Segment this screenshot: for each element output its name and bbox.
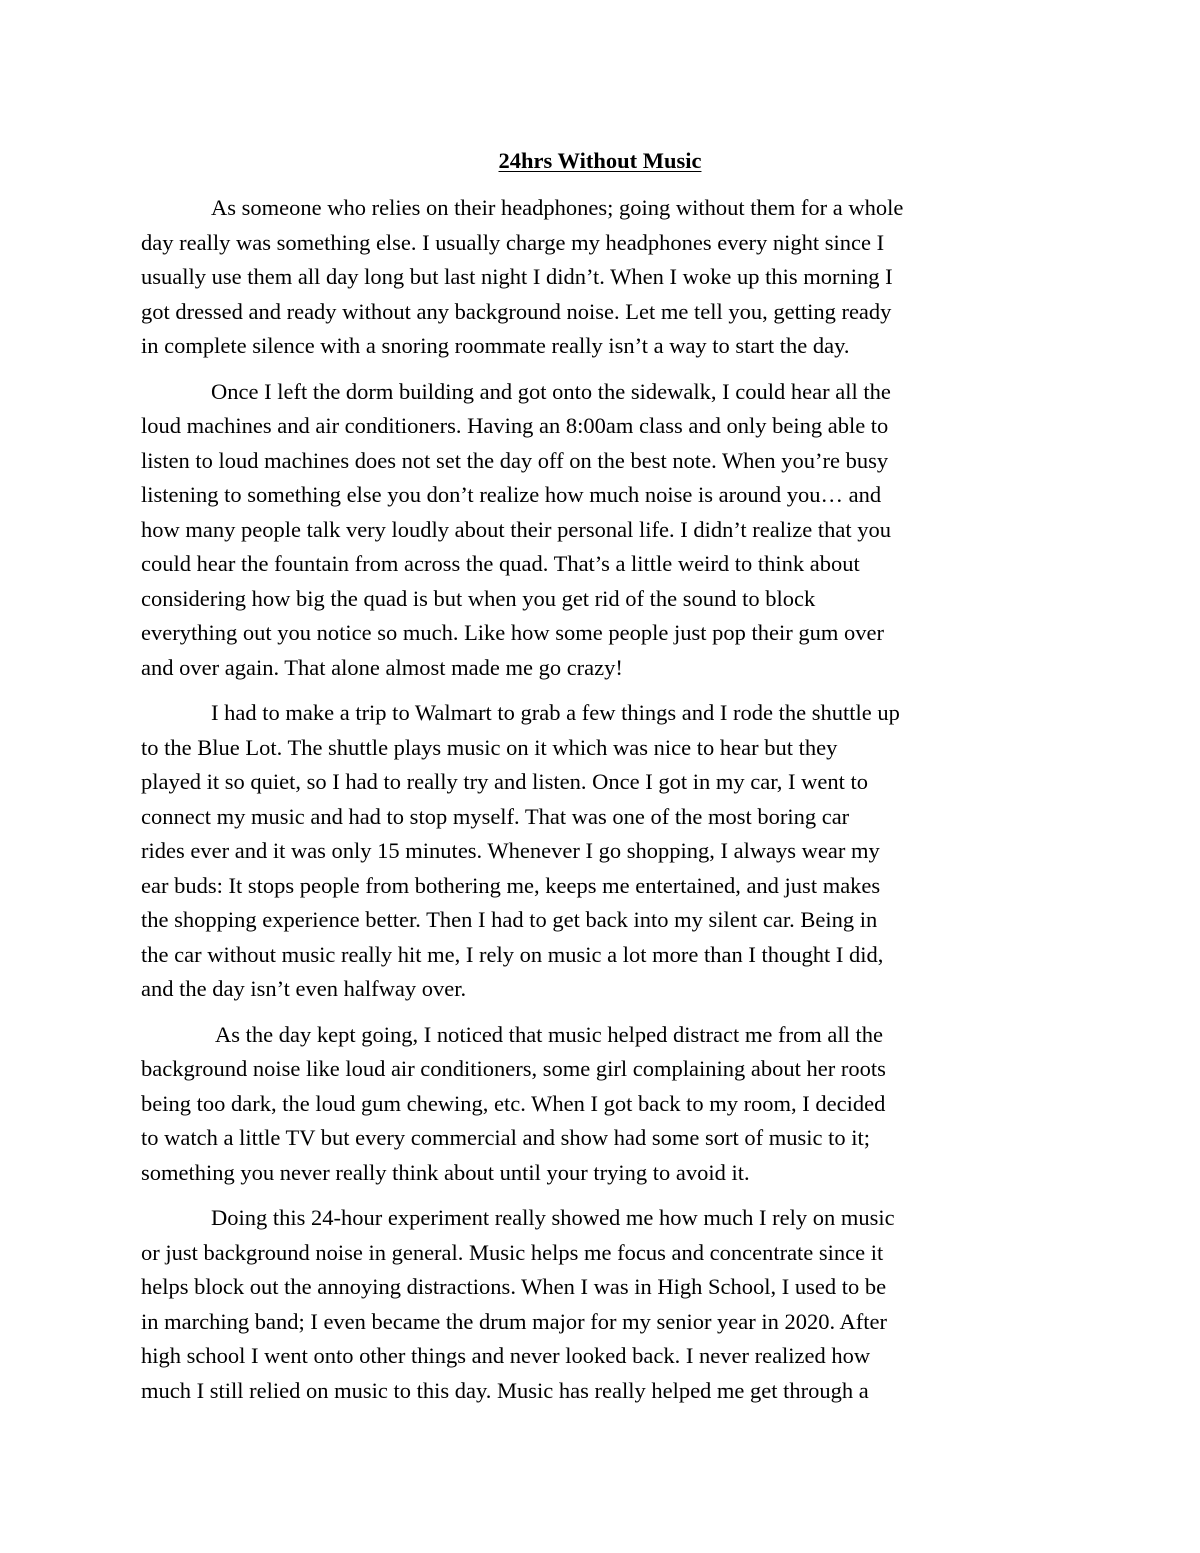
text-line: listen to loud machines does not set the day off on the best note. When you’re busy [141,447,889,473]
text-line: something you never really think about until your trying to avoid it. [141,1159,750,1185]
essay-body [141,191,1061,1408]
text-line: listening to something else you don’t realize how much noise is around you… and [141,482,882,507]
text-line: and over again. That alone almost made me go crazy! [141,654,623,680]
paragraph-2 [141,375,1061,686]
paragraph-1 [141,191,1061,364]
text-line: in complete silence with a snoring roommate really isn’t a way to start the day. [141,333,850,358]
text-line: could hear the fountain from across the quad. That’s a little weird to think about [141,551,860,576]
paragraph-4 [141,1018,1061,1191]
text-line: being too dark, the loud gum chewing, etc. When I got back to my room, I decided [141,1090,886,1116]
paragraph-3 [141,696,1061,1007]
text-line: connect my music and had to stop myself. That was one of the most boring car [141,803,850,829]
paragraph-5 [141,1201,1061,1408]
text-line: day really was something else. I usually charge my headphones every night since I [141,229,885,255]
text-line: to watch a little TV but every commercial and show had some sort of music to it; [141,1125,871,1150]
text-line: to the Blue Lot. The shuttle plays music on it which was nice to hear but they [141,734,838,760]
text-line: usually use them all day long but last night I didn’t. When I woke up this morning I [141,264,893,289]
text-line: got dressed and ready without any background noise. Let me tell you, getting ready [141,298,892,324]
text-line: the shopping experience better. Then I had to get back into my silent car. Being in [141,907,878,932]
text-line: or just background noise in general. Music helps me focus and concentrate since it [141,1239,884,1265]
text-line: in marching band; I even became the drum major for my senior year in 2020. After [141,1308,888,1334]
text-line: considering how big the quad is but when you get rid of the sound to block [141,585,816,611]
text-line: Doing this 24-hour experiment really showed me how much I rely on music [211,1205,895,1230]
text-line: As the day kept going, I noticed that music helped distract me from all the [215,1021,883,1047]
text-line: rides ever and it was only 15 minutes. Whenever I go shopping, I always wear my [141,838,880,863]
text-line: everything out you notice so much. Like how some people just pop their gum over [141,620,884,645]
text-line: loud machines and air conditioners. Having an 8:00am class and only being able to [141,413,889,438]
text-line: helps block out the annoying distractions. When I was in High School, I used to be [141,1274,887,1299]
text-line: high school I went onto other things and never looked back. I never realized how [141,1343,871,1368]
text-line: played it so quiet, so I had to really try and listen. Once I got in my car, I went to [141,769,869,794]
text-line: the car without music really hit me, I rely on music a lot more than I thought I did, [141,941,884,967]
text-line: and the day isn’t even halfway over. [141,976,467,1001]
page-title: 24hrs Without Music [498,148,702,173]
text-line: ear buds: It stops people from bothering me, keeps me entertained, and just makes [141,872,881,898]
text-line: much I still relied on music to this day. Music has really helped me get through a [141,1377,869,1403]
text-line: Once I left the dorm building and got onto the sidewalk, I could hear all the [211,378,891,404]
text-line: how many people talk very loudly about their personal life. I didn’t realize that you [141,516,891,542]
text-line: I had to make a trip to Walmart to grab a few things and I rode the shuttle up [211,700,900,725]
text-line: background noise like loud air conditioners, some girl complaining about her roots [141,1056,886,1081]
text-line: As someone who relies on their headphones; going without them for a whole [211,195,904,220]
